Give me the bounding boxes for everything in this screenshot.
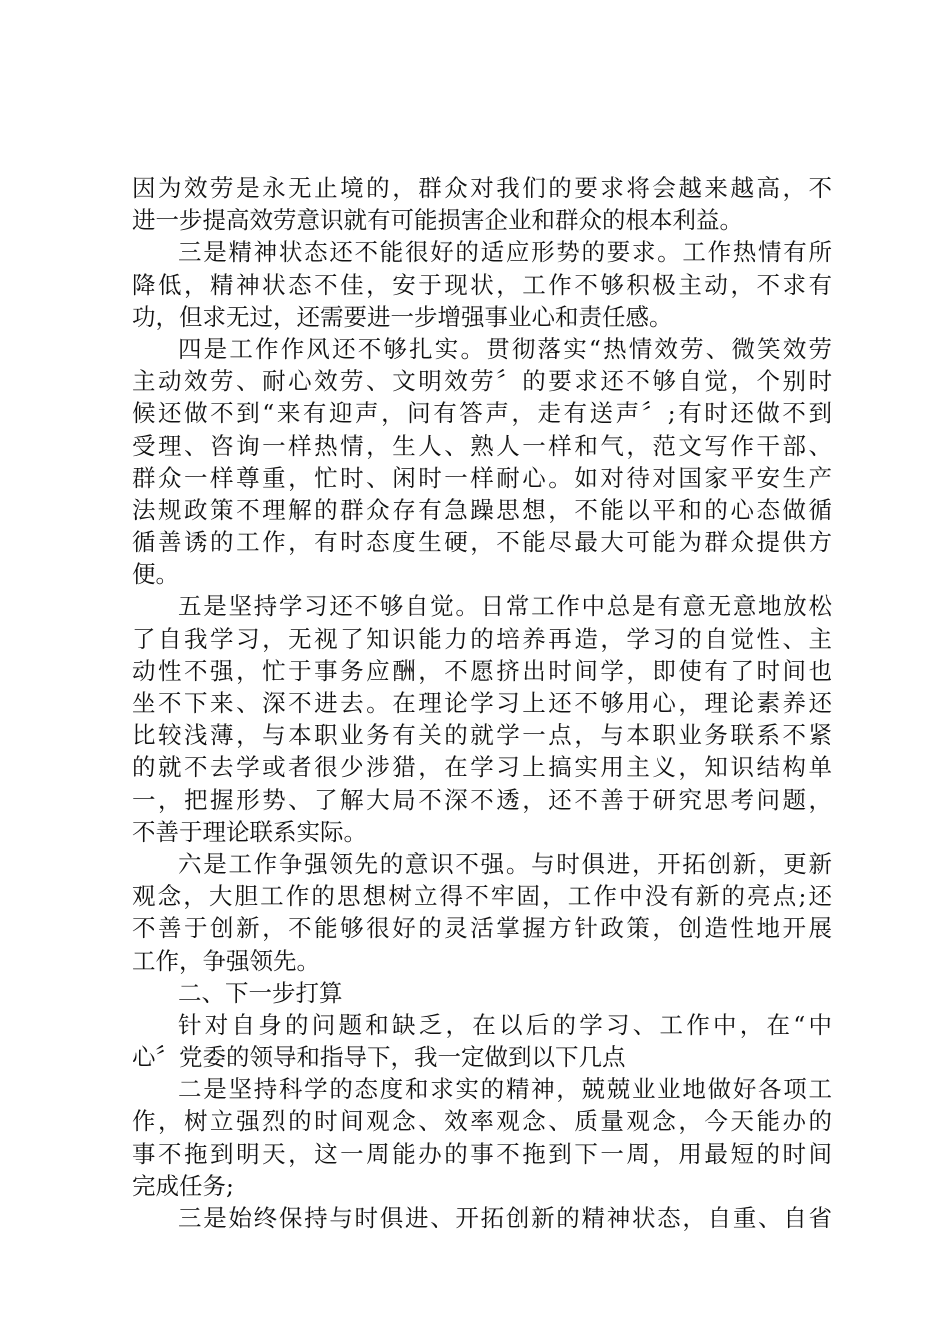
- text-line: 工作，争强领先。: [132, 946, 320, 975]
- text-line: 五是坚持学习还不够自觉。日常工作中总是有意无意地放松: [178, 592, 832, 621]
- text-line: 降低，精神状态不佳，安于现状，工作不够积极主动，不求有: [132, 270, 832, 299]
- text-line: 心〞党委的领导和指导下，我一定做到以下几点: [132, 1043, 626, 1072]
- text-line: 不善于创新，不能够很好的灵活掌握方针政策，创造性地开展: [132, 914, 832, 943]
- text-line: 功，但求无过，还需要进一步增强事业心和责任感。: [132, 302, 673, 331]
- text-line: 针对自身的问题和缺乏，在以后的学习、工作中，在“中: [178, 1010, 832, 1039]
- text-line: 二、下一步打算: [178, 978, 343, 1007]
- document-body: [132, 172, 832, 1234]
- text-line: 主动效劳、耐心效劳、文明效劳〞的要求还不够自觉，个别时: [132, 367, 832, 396]
- text-line: 的就不去学或者很少涉猎，在学习上搞实用主义，知识结构单: [132, 753, 832, 782]
- text-line: 便。: [132, 560, 179, 589]
- text-line: 二是坚持科学的态度和求实的精神，兢兢业业地做好各项工: [178, 1075, 832, 1104]
- text-line: 作，树立强烈的时间观念、效率观念、质量观念，今天能办的: [132, 1107, 832, 1136]
- text-line: 三是始终保持与时俱进、开拓创新的精神状态，自重、自省: [178, 1204, 832, 1232]
- text-line: 动性不强，忙于事务应酬，不愿挤出时间学，即使有了时间也: [132, 656, 832, 685]
- text-line: 坐不下来、深不进去。在理论学习上还不够用心，理论素养还: [132, 689, 832, 717]
- text-line: 观念，大胆工作的思想树立得不牢固，工作中没有新的亮点;还: [132, 882, 832, 911]
- text-line: 一，把握形势、了解大局不深不透，还不善于研究思考问题，: [132, 785, 832, 814]
- text-line: 事不拖到明天，这一周能办的事不拖到下一周，用最短的时间: [132, 1139, 832, 1168]
- text-line: 完成任务;: [132, 1171, 234, 1200]
- text-line: 因为效劳是永无止境的，群众对我们的要求将会越来越高，不: [132, 174, 832, 202]
- text-line: 六是工作争强领先的意识不强。与时俱进，开拓创新，更新: [178, 849, 832, 878]
- text-line: 循善诱的工作，有时态度生硬，不能尽最大可能为群众提供方: [132, 528, 832, 557]
- text-line: 候还做不到“来有迎声，问有答声，走有送声〞;有时还做不到: [132, 399, 832, 428]
- text-line: 了自我学习，无视了知识能力的培养再造，学习的自觉性、主: [132, 624, 832, 653]
- text-line: 群众一样尊重，忙时、闲时一样耐心。如对待对国家平安生产: [132, 463, 832, 492]
- text-line: 法规政策不理解的群众存有急躁思想，不能以平和的心态做循: [132, 495, 832, 524]
- text-line: 四是工作作风还不够扎实。贯彻落实“热情效劳、微笑效劳: [178, 334, 832, 363]
- text-line: 受理、咨询一样热情，生人、熟人一样和气，范文写作干部、: [132, 431, 832, 460]
- text-line: 进一步提高效劳意识就有可能损害企业和群众的根本利益。: [132, 206, 743, 235]
- text-line: 三是精神状态还不能很好的适应形势的要求。工作热情有所: [178, 238, 832, 267]
- text-line: 不善于理论联系实际。: [132, 817, 367, 846]
- text-line: 比较浅薄，与本职业务有关的就学一点，与本职业务联系不紧: [132, 721, 832, 750]
